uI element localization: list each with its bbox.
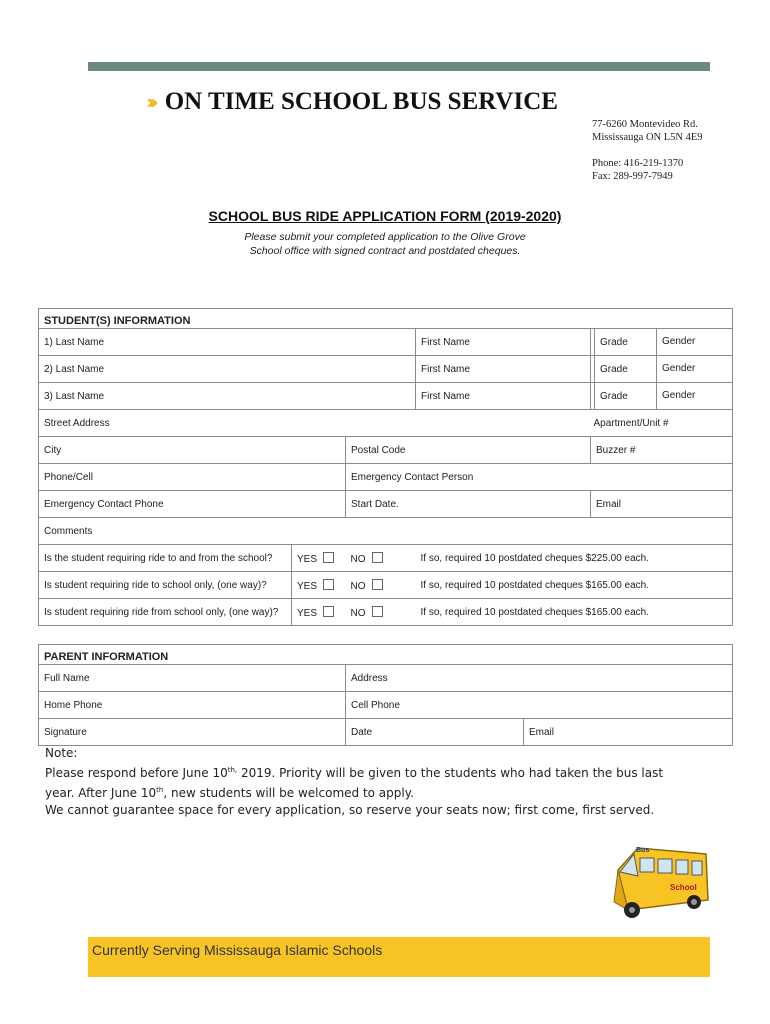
subtitle-line-2: School office with signed contract and postdated cheques. — [249, 245, 521, 257]
cell-phone-field[interactable]: Cell Phone — [346, 692, 733, 719]
phone-cell-field[interactable]: Phone/Cell — [39, 464, 346, 491]
yes-label: YES — [297, 580, 318, 592]
address-line-2: Mississauga ON L5N 4E9 — [592, 132, 703, 143]
no-checkbox[interactable] — [372, 579, 383, 590]
date-field[interactable]: Date — [346, 719, 524, 746]
postal-code-field[interactable]: Postal Code — [346, 437, 591, 464]
bus-sign-text: Bus — [636, 847, 650, 854]
buzzer-field[interactable]: Buzzer # — [591, 437, 733, 464]
student-3-gender-field[interactable]: Gender — [656, 383, 732, 409]
no-label: NO — [350, 607, 366, 619]
student-2-first-name-field[interactable]: First Name — [416, 356, 591, 383]
note-label: Note: — [45, 746, 78, 760]
parent-full-name-field[interactable]: Full Name — [39, 665, 346, 692]
school-sign-text: School — [670, 883, 697, 892]
apartment-unit-field[interactable] — [591, 410, 733, 437]
ride-question: Is the student requiring ride to and from the school? — [39, 545, 292, 572]
student-3-grade-field[interactable]: Grade — [600, 390, 628, 402]
students-heading: STUDENT(S) INFORMATION — [39, 309, 733, 329]
parent-information-table — [38, 644, 733, 746]
subtitle-line-1: Please submit your completed application to the Olive Grove — [244, 231, 526, 243]
phone-number: Phone: 416-219-1370 — [592, 158, 684, 169]
start-date-field[interactable]: Start Date. — [346, 491, 591, 518]
parent-email-field[interactable]: Email — [524, 719, 733, 746]
yes-label: YES — [297, 553, 318, 565]
school-bus-illustration — [608, 840, 712, 924]
yes-label: YES — [297, 607, 318, 619]
parent-heading: PARENT INFORMATION — [39, 645, 733, 665]
home-phone-field[interactable]: Home Phone — [39, 692, 346, 719]
student-row — [39, 383, 733, 410]
student-3-first-name-field[interactable]: First Name — [416, 383, 591, 410]
yes-checkbox[interactable] — [323, 606, 334, 617]
ride-note: If so, required 10 postdated cheques $165.00 each. — [416, 572, 733, 599]
top-accent-bar — [88, 62, 710, 71]
student-3-last-name-field[interactable]: 3) Last Name — [39, 383, 416, 410]
student-2-gender-field[interactable]: Gender — [656, 356, 732, 382]
no-checkbox[interactable] — [372, 606, 383, 617]
student-row — [39, 356, 733, 383]
chevron-arrows-icon: ››› — [146, 90, 153, 114]
email-field[interactable]: Email — [591, 491, 733, 518]
student-2-grade-field[interactable]: Grade — [600, 363, 628, 375]
apartment-unit-label: Apartment/Unit # — [593, 417, 669, 429]
ride-note: If so, required 10 postdated cheques $165.00 each. — [416, 599, 733, 626]
emergency-contact-person-field[interactable]: Emergency Contact Person — [346, 464, 733, 491]
comments-field[interactable]: Comments — [39, 518, 733, 545]
no-label: NO — [350, 553, 366, 565]
address-line-1: 77-6260 Montevideo Rd. — [592, 119, 698, 130]
note-section — [45, 745, 663, 819]
brand-header — [146, 88, 558, 116]
student-row — [39, 329, 733, 356]
footer-banner — [88, 937, 710, 977]
company-name: ON TIME SCHOOL BUS SERVICE — [164, 88, 558, 115]
form-subtitle — [0, 230, 770, 258]
note-line-1: Please respond before June $10^{th,}$ 2019. Priority will be given to the students who had taken the bus last — [45, 766, 664, 780]
yes-checkbox[interactable] — [323, 579, 334, 590]
city-field[interactable]: City — [39, 437, 346, 464]
student-2-last-name-field[interactable]: 2) Last Name — [39, 356, 416, 383]
street-address-field[interactable]: Street Address — [39, 410, 591, 437]
footer-text: Currently Serving Mississauga Islamic Schools — [92, 942, 383, 958]
student-1-first-name-field[interactable]: First Name — [416, 329, 591, 356]
yes-checkbox[interactable] — [323, 552, 334, 563]
student-1-gender-field[interactable]: Gender — [656, 329, 732, 355]
company-contact — [592, 118, 703, 183]
student-1-last-name-field[interactable]: 1) Last Name — [39, 329, 416, 356]
student-1-grade-field[interactable]: Grade — [600, 336, 628, 348]
ride-note: If so, required 10 postdated cheques $225.00 each. — [416, 545, 733, 572]
signature-field[interactable]: Signature — [39, 719, 346, 746]
form-title: SCHOOL BUS RIDE APPLICATION FORM (2019-2020) — [208, 208, 562, 224]
note-line-3: We cannot guarantee space for every application, so reserve your seats now; first come, first served. — [45, 803, 655, 817]
parent-address-field[interactable]: Address — [346, 665, 733, 692]
student-information-table — [38, 308, 733, 626]
fax-number: Fax: 289-997-7949 — [592, 171, 673, 182]
no-label: NO — [350, 580, 366, 592]
no-checkbox[interactable] — [372, 552, 383, 563]
ride-question: Is student requiring ride to school only, (one way)? — [39, 572, 292, 599]
note-line-2: year. After June 10th, new students will be welcomed to apply. — [45, 786, 414, 800]
ride-question: Is student requiring ride from school only, (one way)? — [39, 599, 292, 626]
emergency-contact-phone-field[interactable]: Emergency Contact Phone — [39, 491, 346, 518]
